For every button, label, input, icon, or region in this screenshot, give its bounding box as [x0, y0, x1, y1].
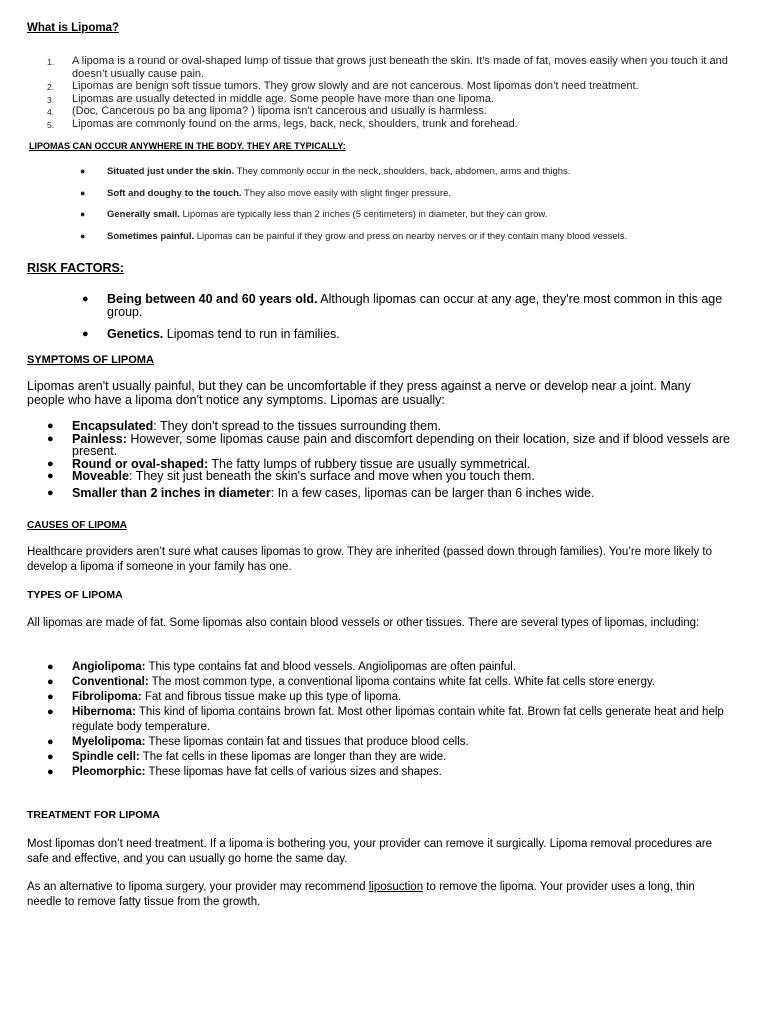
list-item: [80, 188, 720, 199]
bullet-icon: ●: [47, 420, 54, 432]
item-text: The fatty lumps of rubbery tissue are usually symmetrical.: [208, 456, 531, 471]
item-bold-label: Angiolipoma:: [72, 661, 146, 673]
causes-text: Healthcare providers aren’t sure what causes lipomas to grow. They are inherited (passed down through families). You’re more likely to develop a lipoma if someone in your family has one.: [27, 546, 713, 573]
bullet-icon: ●: [80, 231, 86, 241]
list-item: [47, 690, 737, 705]
bullet-icon: ●: [47, 766, 54, 778]
list-item: [80, 209, 720, 220]
item-bold-label: Encapsulated: [72, 419, 154, 433]
item-text: This kind of lipoma contains brown fat. Most other lipomas contain white fat. Brown fat cells generate heat and help regulate body temperature.: [72, 706, 724, 733]
item-text: These lipomas contain fat and tissues that produce blood cells.: [145, 736, 469, 748]
item-text: The fat cells in these lipomas are longer than they are wide.: [139, 751, 447, 763]
types-heading: TYPES OF LIPOMA: [27, 589, 123, 601]
list-item: [47, 735, 737, 750]
list-number: 4.: [47, 107, 55, 117]
bullet-icon: ●: [82, 328, 89, 340]
paragraph-text: to remove the lipoma. Your provider uses a long, thin needle to remove fatty tissue from the growth.: [27, 881, 695, 908]
item-text: They also move easily with slight finger pressure.: [241, 188, 452, 199]
item-bold-label: Fibrolipoma:: [72, 691, 142, 703]
item-bold-label: Myelolipoma:: [72, 736, 146, 748]
list-number: 5.: [47, 119, 55, 130]
list-item: [47, 487, 737, 500]
item-text: The most common type, a conventional lipoma contains white fat cells. White fat cells store energy.: [148, 676, 656, 688]
liposuction-link[interactable]: liposuction: [368, 881, 424, 893]
list-item: [82, 293, 732, 319]
list-item: [80, 231, 720, 242]
item-text: : They sit just beneath the skin's surface and move when you touch them.: [128, 469, 535, 484]
types-intro: All lipomas are made of fat. Some lipomas also contain blood vessels or other tissues. There are several types of lipomas, including:: [27, 617, 700, 629]
list-number: 3.: [47, 94, 55, 105]
item-bold-label: Pleomorphic:: [72, 766, 146, 778]
item-text: : They don't spread to the tissues surrounding them.: [153, 419, 442, 433]
item-bold-label: Soft and doughy to the touch.: [107, 188, 242, 199]
item-text: These lipomas have fat cells of various sizes and shapes.: [145, 766, 442, 778]
bullet-icon: ●: [47, 432, 54, 445]
list-item-text: Lipomas are commonly found on the arms, legs, back, neck, shoulders, trunk and forehead.: [72, 117, 518, 130]
list-item-text: (Doc, Cancerous po ba ang lipoma? ) lipoma isn't cancerous and usually is harmless.: [72, 105, 487, 117]
page-title: What is Lipoma?: [27, 22, 119, 34]
bullet-icon: ●: [80, 166, 86, 176]
treatment-alternative-paragraph: [27, 880, 727, 910]
bullet-icon: ●: [47, 736, 54, 748]
item-bold-label: Conventional:: [72, 676, 149, 688]
item-text: Although lipomas can occur at any age, they're most common in this age group.: [107, 292, 723, 319]
item-bold-label: Hibernoma:: [72, 706, 136, 718]
risk-heading: RISK FACTORS:: [27, 261, 124, 275]
list-item: [27, 118, 737, 131]
list-item-text: A lipoma is a round or oval-shaped lump of tissue that grows just beneath the skin. It’s made of fat, moves easily when you touch it and doesn’t usually cause pain.: [72, 55, 728, 80]
list-item: [47, 705, 737, 735]
intro-list: [27, 55, 737, 130]
list-item: [27, 93, 737, 106]
item-text: : In a few cases, lipomas can be larger than 6 inches wide.: [270, 485, 595, 500]
item-bold-label: Situated just under the skin.: [107, 166, 235, 177]
bullet-icon: ●: [47, 661, 54, 673]
treatment-paragraph: Most lipomas don’t need treatment. If a lipoma is bothering you, your provider can remove it surgically. Lipoma removal procedures are safe and effective, and you can usually go home the same day.: [27, 838, 713, 865]
list-number: 2.: [47, 82, 55, 92]
occur-heading: LIPOMAS CAN OCCUR ANYWHERE IN THE BODY. THEY ARE TYPICALLY:: [29, 141, 346, 151]
treatment-heading: TREATMENT FOR LIPOMA: [27, 809, 160, 821]
types-list: [47, 660, 737, 780]
item-bold-label: Generally small.: [107, 209, 180, 220]
list-item: [47, 675, 737, 690]
list-item: [27, 105, 737, 118]
item-text: Lipomas can be painful if they grow and press on nearby nerves or if they contain many blood vessels.: [194, 231, 628, 242]
symptoms-intro: Lipomas aren't usually painful, but they can be uncomfortable if they press against a nerve or develop near a joint. Many people who have a lipoma don't notice any symptoms. Lipomas are usually:: [27, 379, 691, 407]
list-item: [47, 470, 737, 483]
item-bold-label: Smaller than 2 inches in diameter: [72, 485, 271, 500]
item-text: They commonly occur in the neck, shoulders, back, abdomen, arms and thighs.: [234, 166, 571, 177]
paragraph-text: As an alternative to lipoma surgery, your provider may recommend: [27, 881, 369, 893]
bullet-icon: ●: [47, 706, 54, 718]
item-text: However, some lipomas cause pain and discomfort depending on their location, size and if blood vessels are present.: [72, 431, 731, 459]
item-bold-label: Being between 40 and 60 years old.: [107, 292, 318, 306]
bullet-icon: ●: [47, 470, 54, 483]
bullet-icon: ●: [47, 751, 54, 763]
list-item: [80, 166, 720, 177]
list-item: [27, 80, 737, 93]
bullet-icon: ●: [80, 209, 86, 219]
list-item: [47, 660, 737, 675]
bullet-icon: ●: [47, 457, 54, 470]
item-text: Fat and fibrous tissue make up this type of lipoma.: [141, 691, 402, 703]
item-bold-label: Sometimes painful.: [107, 231, 195, 242]
bullet-icon: ●: [47, 676, 54, 688]
bullet-icon: ●: [47, 486, 54, 499]
list-number: 1.: [47, 57, 55, 67]
list-item: [47, 433, 737, 458]
item-bold-label: Moveable: [72, 469, 129, 484]
symptoms-list: [47, 420, 737, 500]
item-bold-label: Spindle cell:: [72, 751, 140, 763]
bullet-icon: ●: [80, 188, 86, 198]
item-text: Lipomas tend to run in families.: [163, 327, 340, 341]
item-text: Lipomas are typically less than 2 inches (5 centimeters) in diameter, but they can grow.: [179, 209, 548, 220]
list-item-text: Lipomas are usually detected in middle age. Some people have more than one lipoma.: [72, 92, 494, 105]
causes-heading: CAUSES OF LIPOMA: [27, 520, 128, 531]
list-item: [82, 328, 732, 341]
list-item: [27, 55, 737, 80]
list-item: [47, 765, 737, 780]
bullet-icon: ●: [47, 691, 54, 703]
item-bold-label: Painless:: [72, 431, 127, 446]
list-item: [47, 750, 737, 765]
symptoms-heading: SYMPTOMS OF LIPOMA: [27, 354, 154, 366]
list-item-text: Lipomas are benign soft tissue tumors. They grow slowly and are not cancerous. Most lipomas don’t need treatment.: [72, 80, 639, 92]
item-bold-label: Genetics.: [107, 327, 164, 341]
item-text: This type contains fat and blood vessels. Angiolipomas are often painful.: [145, 661, 517, 673]
bullet-icon: ●: [82, 293, 89, 305]
item-bold-label: Round or oval-shaped:: [72, 456, 209, 471]
